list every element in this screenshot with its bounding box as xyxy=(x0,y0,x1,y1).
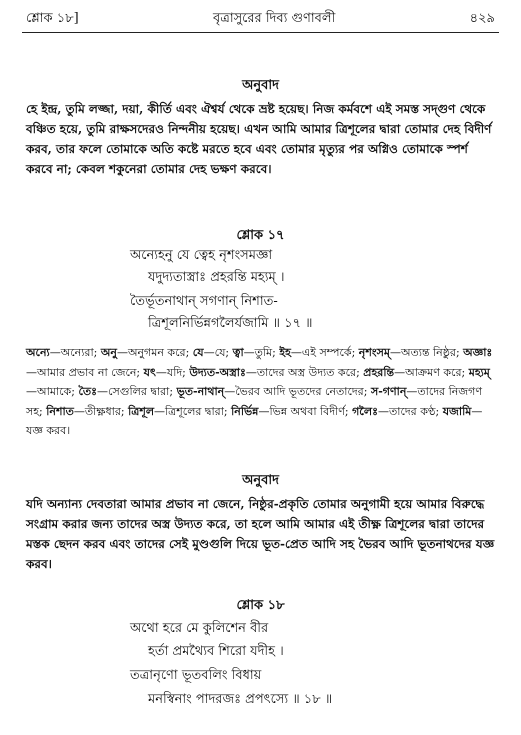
synonym-meaning: আক্রমণ করে; xyxy=(405,365,469,379)
synonym-meaning: যজ্ঞ করব। xyxy=(26,424,71,437)
synonym-meaning: অনুগমন করে; xyxy=(127,346,193,359)
verse-17-line: অন্যেহনু যে ত্বেহ নৃশংসমজ্ঞা xyxy=(130,248,273,263)
synonym-meaning: ত্রিশূলের দ্বারা; xyxy=(165,404,232,418)
synonym-meaning: যে; xyxy=(214,346,233,359)
synonym-term: অন্যে xyxy=(26,346,50,359)
word-for-word-synonyms: অন্যে—অন্যেরা; অনু—অনুগমন করে; যে—যে; ত্বা—তুমি; ইহ—এই সম্পর্কে; নৃশংসম্—অত্যন্ত নিষ্ঠুর; অজ্ঞাঃ—আমার প্রভাব না জেনে; যৎ—যদি; উদ্যত-অস্ত্রাঃ—তাদের অস্ত্র উদ্যত করে; প্রহরন্তি—আক্রমণ করে; মহ্যম্—আমাকে; তৈঃ—সেগুলির দ্বারা; ভূত-নাথান্—ভৈরব আদি ভূতদের নেতাদের; স-গণান্—তাদের নিজগণ সহ; নিশাত—তীক্ষ্ণধার; ত্রিশূল—ত্রিশূলের দ্বারা; নির্ভিন্ন—ভিন্ন অথবা বিদীর্ণ; গলৈঃ—তাদের কণ্ঠ; যজামি—যজ্ঞ করব। xyxy=(26,346,493,437)
synonym-term: ভূত-নাথান্ xyxy=(176,385,225,398)
translation-heading-2: অনুবাদ xyxy=(242,473,279,488)
running-header xyxy=(26,8,495,30)
synonym-term: প্রহরন্তি xyxy=(363,365,395,379)
translation-heading: অনুবাদ xyxy=(242,78,279,93)
verse-18-line: তত্রানৃণো ভূতবলিং বিধায় xyxy=(130,668,262,683)
verse-17-line: তৈর্ভূতনাথান্ সগণান্ নিশাত- xyxy=(130,294,278,309)
synonym-meaning: সেগুলির দ্বারা; xyxy=(108,385,177,398)
synonym-meaning: আমাকে; xyxy=(37,385,79,398)
synonym-term: তৈঃ xyxy=(78,385,98,398)
synonym-term: যৎ xyxy=(143,365,156,379)
synonym-term: ত্রিশূল xyxy=(128,404,155,418)
synonym-term: যে xyxy=(192,346,204,359)
synonym-meaning: এই সম্পর্কে; xyxy=(301,346,359,359)
verse-18-line: মনস্বিনাং পাদরজঃ প্রপৎস্যে ॥ ১৮ ॥ xyxy=(148,692,333,707)
synonym-term: উদ্যত-অস্ত্রাঃ xyxy=(189,365,246,379)
header-divider xyxy=(22,32,499,33)
synonym-term: ইহ xyxy=(279,346,291,359)
synonym-meaning: তীক্ষ্ণধার; xyxy=(84,404,129,418)
synonym-term: গলৈঃ xyxy=(352,404,378,418)
synonym-term: অনু xyxy=(100,346,117,359)
verse-17-heading: শ্লোক ১৭ xyxy=(236,228,285,243)
synonym-term: নির্ভিন্ন xyxy=(231,404,259,418)
verse-17-line: যদুদ্যতাস্ত্রাঃ প্রহরন্তি মহ্যম্ । xyxy=(148,270,285,285)
synonym-meaning: আমার প্রভাব না জেনে; xyxy=(37,365,144,379)
verse-18-heading: শ্লোক ১৮ xyxy=(236,598,285,613)
synonym-term: নৃশংসম্ xyxy=(358,346,390,359)
synonym-meaning: ভিন্ন অথবা বিদীর্ণ; xyxy=(269,404,353,418)
synonym-meaning: তাদের অস্ত্র উদ্যত করে; xyxy=(256,365,364,379)
synonym-term: ত্বা xyxy=(232,346,244,359)
translation-paragraph: হে ইন্দ্র, তুমি লজ্জা, দয়া, কীর্তি এবং ঐশ্বর্য থেকে ভ্রষ্ট হয়েছ। নিজ কর্মবশে এই সমস্ত সদ্‌গুণ থেকে বঞ্চিত হয়ে, তুমি রাক্ষসদেরও নিন্দনীয় হয়েছ। এখন আমি আমার ত্রিশূলের দ্বারা তোমার দেহ বিদীর্ণ করব, তার ফলে তোমাকে অতি কষ্টে মরতে হবে এবং তোমার মৃত্যুর পর অগ্নিও তোমাকে স্পর্শ করবে না; কেবল শকুনেরা তোমার দেহ ভক্ষণ করবে। xyxy=(26,102,492,176)
synonym-term: অজ্ঞাঃ xyxy=(463,346,493,359)
verse-17-line: ত্রিশূলনির্ভিন্নগলৈর্যজামি ॥ ১৭ ॥ xyxy=(148,316,313,331)
synonym-term: নিশাত xyxy=(46,404,74,418)
verse-18-line: অথো হরে মে কুলিশেন বীর xyxy=(130,621,269,636)
synonym-meaning: অত্যন্ত নিষ্ঠুর; xyxy=(400,346,464,359)
translation-paragraph-2: যদি অন্যান্য দেবতারা আমার প্রভাব না জেনে, নিষ্ঠুর-প্রকৃতি তোমার অনুগামী হয়ে আমার বিরুদ্ধে সংগ্রাম করার জন্য তাদের অস্ত্র উদ্যত করে, তা হলে আমি আমার এই তীক্ষ্ণ ত্রিশূলের দ্বারা তাদের মস্তক ছেদন করব এবং তাদের সেই মুণ্ডগুলি দিয়ে ভূত-প্রেত আদি সহ ভৈরব আদি ভূতনাথদের যজ্ঞ করব। xyxy=(26,497,495,571)
synonym-term: স-গণান্ xyxy=(370,385,407,398)
synonym-meaning: ভৈরব আদি ভূতদের নেতাদের; xyxy=(235,385,371,398)
synonym-meaning: তাদের কণ্ঠ; xyxy=(389,404,443,418)
header-chapter-title: বৃত্রাসুরের দিব্য গুণাবলী xyxy=(213,10,336,26)
synonym-meaning: তুমি; xyxy=(254,346,280,359)
synonym-meaning: তাদের নিজগণ সহ; xyxy=(26,385,482,418)
synonym-meaning: অন্যেরা; xyxy=(60,346,101,359)
verse-18-line: হর্তা প্রমথ্যৈব শিরো যদীহ । xyxy=(148,644,284,659)
header-verse-ref: শ্লোক ১৮] xyxy=(26,10,79,26)
synonym-meaning: যদি; xyxy=(166,365,190,379)
synonym-term: যজামি xyxy=(442,404,472,418)
page-number: ৪২৯ xyxy=(469,10,495,26)
synonym-term: মহ্যম্ xyxy=(468,365,490,379)
